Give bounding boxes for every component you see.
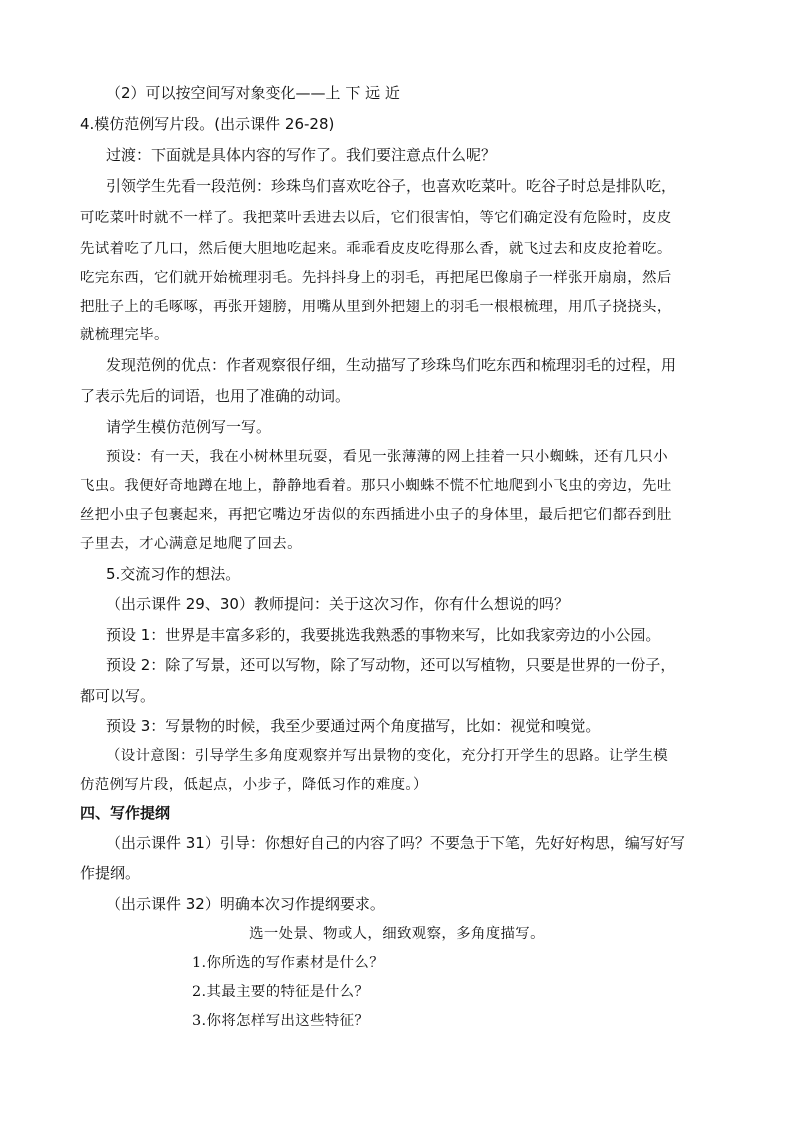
outline-item: 3.你将怎样写出这些特征？ — [192, 1013, 370, 1029]
text-line: 丝把小虫子包裹起来，再把它嘴边牙齿似的东西插进小虫子的身体里，最后把它们都吞到肚 — [80, 507, 672, 523]
text-line: 预设 1：世界是丰富多彩的，我要挑选我熟悉的事物来写，比如我家旁边的小公园。 — [106, 626, 661, 644]
text-line: 都可以写。 — [80, 687, 156, 705]
text-line: 4.模仿范例写片段。(出示课件 26-28) — [80, 115, 335, 133]
text-line: 就梳理完毕。 — [80, 327, 169, 343]
text-line: 请学生模仿范例写一写。 — [106, 418, 272, 436]
text-line: （出示课件 29、30）教师提问：关于这次习作，你有什么想说的吗？ — [106, 595, 569, 613]
outline-item: 2.其最主要的特征是什么？ — [192, 984, 370, 1000]
text-line: 预设 3：写景物的时候，我至少要通过两个角度描写，比如：视觉和嗅觉。 — [106, 717, 601, 735]
text-line: （2）可以按空间写对象变化——上 下 远 近 — [106, 84, 400, 102]
text-line: 先试着吃了几口，然后便大胆地吃起来。乖乖看皮皮吃得那么香，就飞过去和皮皮抢着吃。 — [80, 241, 672, 257]
section-heading: 四、写作提纲 — [80, 804, 171, 822]
text-line: （出示课件 32）明确本次习作提纲要求。 — [106, 895, 385, 913]
text-line: 了表示先后的词语，也用了准确的动词。 — [80, 387, 351, 405]
text-line: 可吃菜叶时就不一样了。我把菜叶丢进去以后，它们很害怕，等它们确定没有危险时，皮皮 — [80, 210, 672, 226]
text-line: 过渡：下面就是具体内容的写作了。我们要注意点什么呢？ — [106, 146, 497, 164]
text-line: 发现范例的优点：作者观察很仔细，生动描写了珍珠鸟们吃东西和梳理羽毛的过程，用 — [106, 356, 677, 374]
text-line: 子里去，才心满意足地爬了回去。 — [80, 536, 302, 552]
text-line: 吃完东西，它们就开始梳理羽毛。先抖抖身上的羽毛，再把尾巴像扇子一样张开扇扇，然后 — [80, 270, 672, 286]
text-line: 预设：有一天，我在小树林里玩耍，看见一张薄薄的网上挂着一只小蜘蛛，还有几只小 — [106, 449, 669, 465]
text-line: 把肚子上的毛啄啄，再张开翅膀，用嘴从里到外把翅上的羽毛一根根梳理，用爪子挠挠头， — [80, 299, 672, 315]
text-line: （设计意图：引导学生多角度观察并写出景物的变化，充分打开学生的思路。让学生模 — [106, 748, 669, 764]
outline-heading: 选一处景、物或人，细致观察，多角度描写。 — [249, 926, 545, 942]
text-line: 引领学生先看一段范例：珍珠鸟们喜欢吃谷子，也喜欢吃菜叶。吃谷子时总是排队吃， — [106, 177, 677, 195]
outline-item: 1.你所选的写作素材是什么？ — [192, 955, 385, 971]
text-line: （出示课件 31）引导：你想好自己的内容了吗？不要急于下笔，先好好构思，编写好写 — [106, 834, 685, 852]
text-line: 作提纲。 — [80, 864, 141, 882]
text-line: 仿范例写片段，低起点，小步子，降低习作的难度。） — [80, 777, 428, 793]
text-line: 飞虫。我便好奇地蹲在地上，静静地看着。那只小蜘蛛不慌不忙地爬到小飞虫的旁边，先吐 — [80, 478, 672, 494]
text-line: 5.交流习作的想法。 — [106, 565, 241, 583]
text-line: 预设 2：除了写景，还可以写物，除了写动物，还可以写植物，只要是世界的一份子， — [106, 656, 676, 674]
